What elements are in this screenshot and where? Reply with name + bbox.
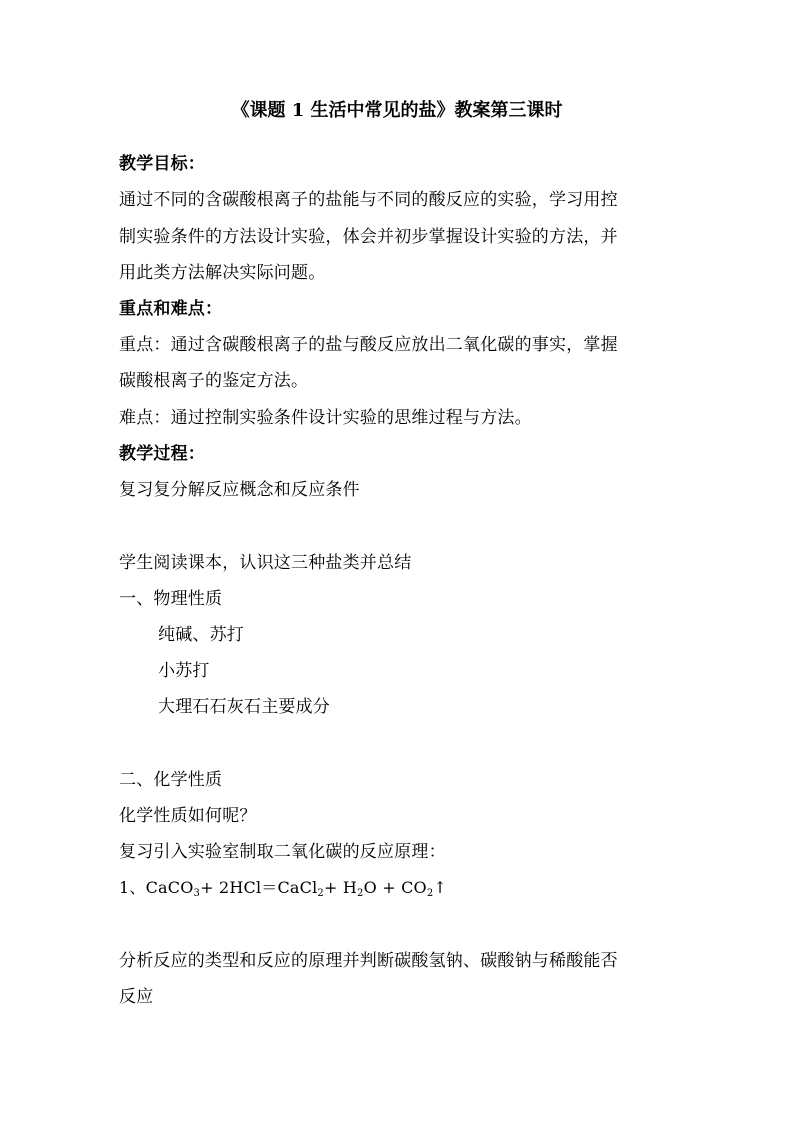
equation-part-4: O + CO (363, 878, 427, 897)
gas-arrow: ↑ (433, 878, 448, 897)
analysis-line-2: 反应 (119, 987, 154, 1007)
equation-part-2: + 2HCl＝CaCl (200, 878, 318, 897)
process-heading: 教学过程： (119, 444, 205, 464)
section1-heading: 一、物理性质 (119, 589, 223, 609)
difficulty-line: 难点：通过控制实验条件设计实验的思维过程与方法。 (119, 408, 532, 428)
page-title: 《课题 1 生活中常见的盐》教案第三课时 (231, 100, 563, 121)
equation-sub-4: 2 (426, 888, 434, 899)
keypoint-line-2: 碳酸根离子的鉴定方法。 (119, 371, 309, 391)
equation-prefix: 1、CaCO (119, 878, 194, 897)
analysis-line-1: 分析反应的类型和反应的原理并判断碳酸氢钠、碳酸钠与稀酸能否 (119, 951, 618, 971)
salt-item-2: 小苏打 (158, 661, 210, 681)
equation-sub-1: 3 (193, 888, 201, 899)
review-line: 复习复分解反应概念和反应条件 (119, 480, 360, 500)
question-line: 化学性质如何呢？ (119, 806, 257, 826)
objectives-line-1: 通过不同的含碳酸根离子的盐能与不同的酸反应的实验，学习用控 (119, 190, 618, 210)
objectives-line-2: 制实验条件的方法设计实验，体会并初步掌握设计实验的方法，并 (119, 227, 618, 247)
objectives-line-3: 用此类方法解决实际问题。 (119, 263, 326, 283)
section2-heading: 二、化学性质 (119, 770, 223, 790)
equation-sub-2: 2 (317, 888, 324, 899)
equation-part-3: + H (323, 878, 358, 897)
keypoint-line-1: 重点：通过含碳酸根离子的盐与酸反应放出二氧化碳的事实，掌握 (119, 335, 618, 355)
reading-line: 学生阅读课本，认识这三种盐类并总结 (119, 553, 412, 573)
keypoints-heading: 重点和难点： (119, 299, 223, 319)
reaction-equation (119, 877, 447, 899)
salt-item-3: 大理石石灰石主要成分 (158, 697, 330, 717)
salt-item-1: 纯碱、苏打 (158, 625, 244, 645)
equation-sub-3: 2 (357, 888, 364, 899)
objectives-heading: 教学目标： (119, 154, 205, 174)
recall-line: 复习引入实验室制取二氧化碳的反应原理： (119, 842, 446, 862)
